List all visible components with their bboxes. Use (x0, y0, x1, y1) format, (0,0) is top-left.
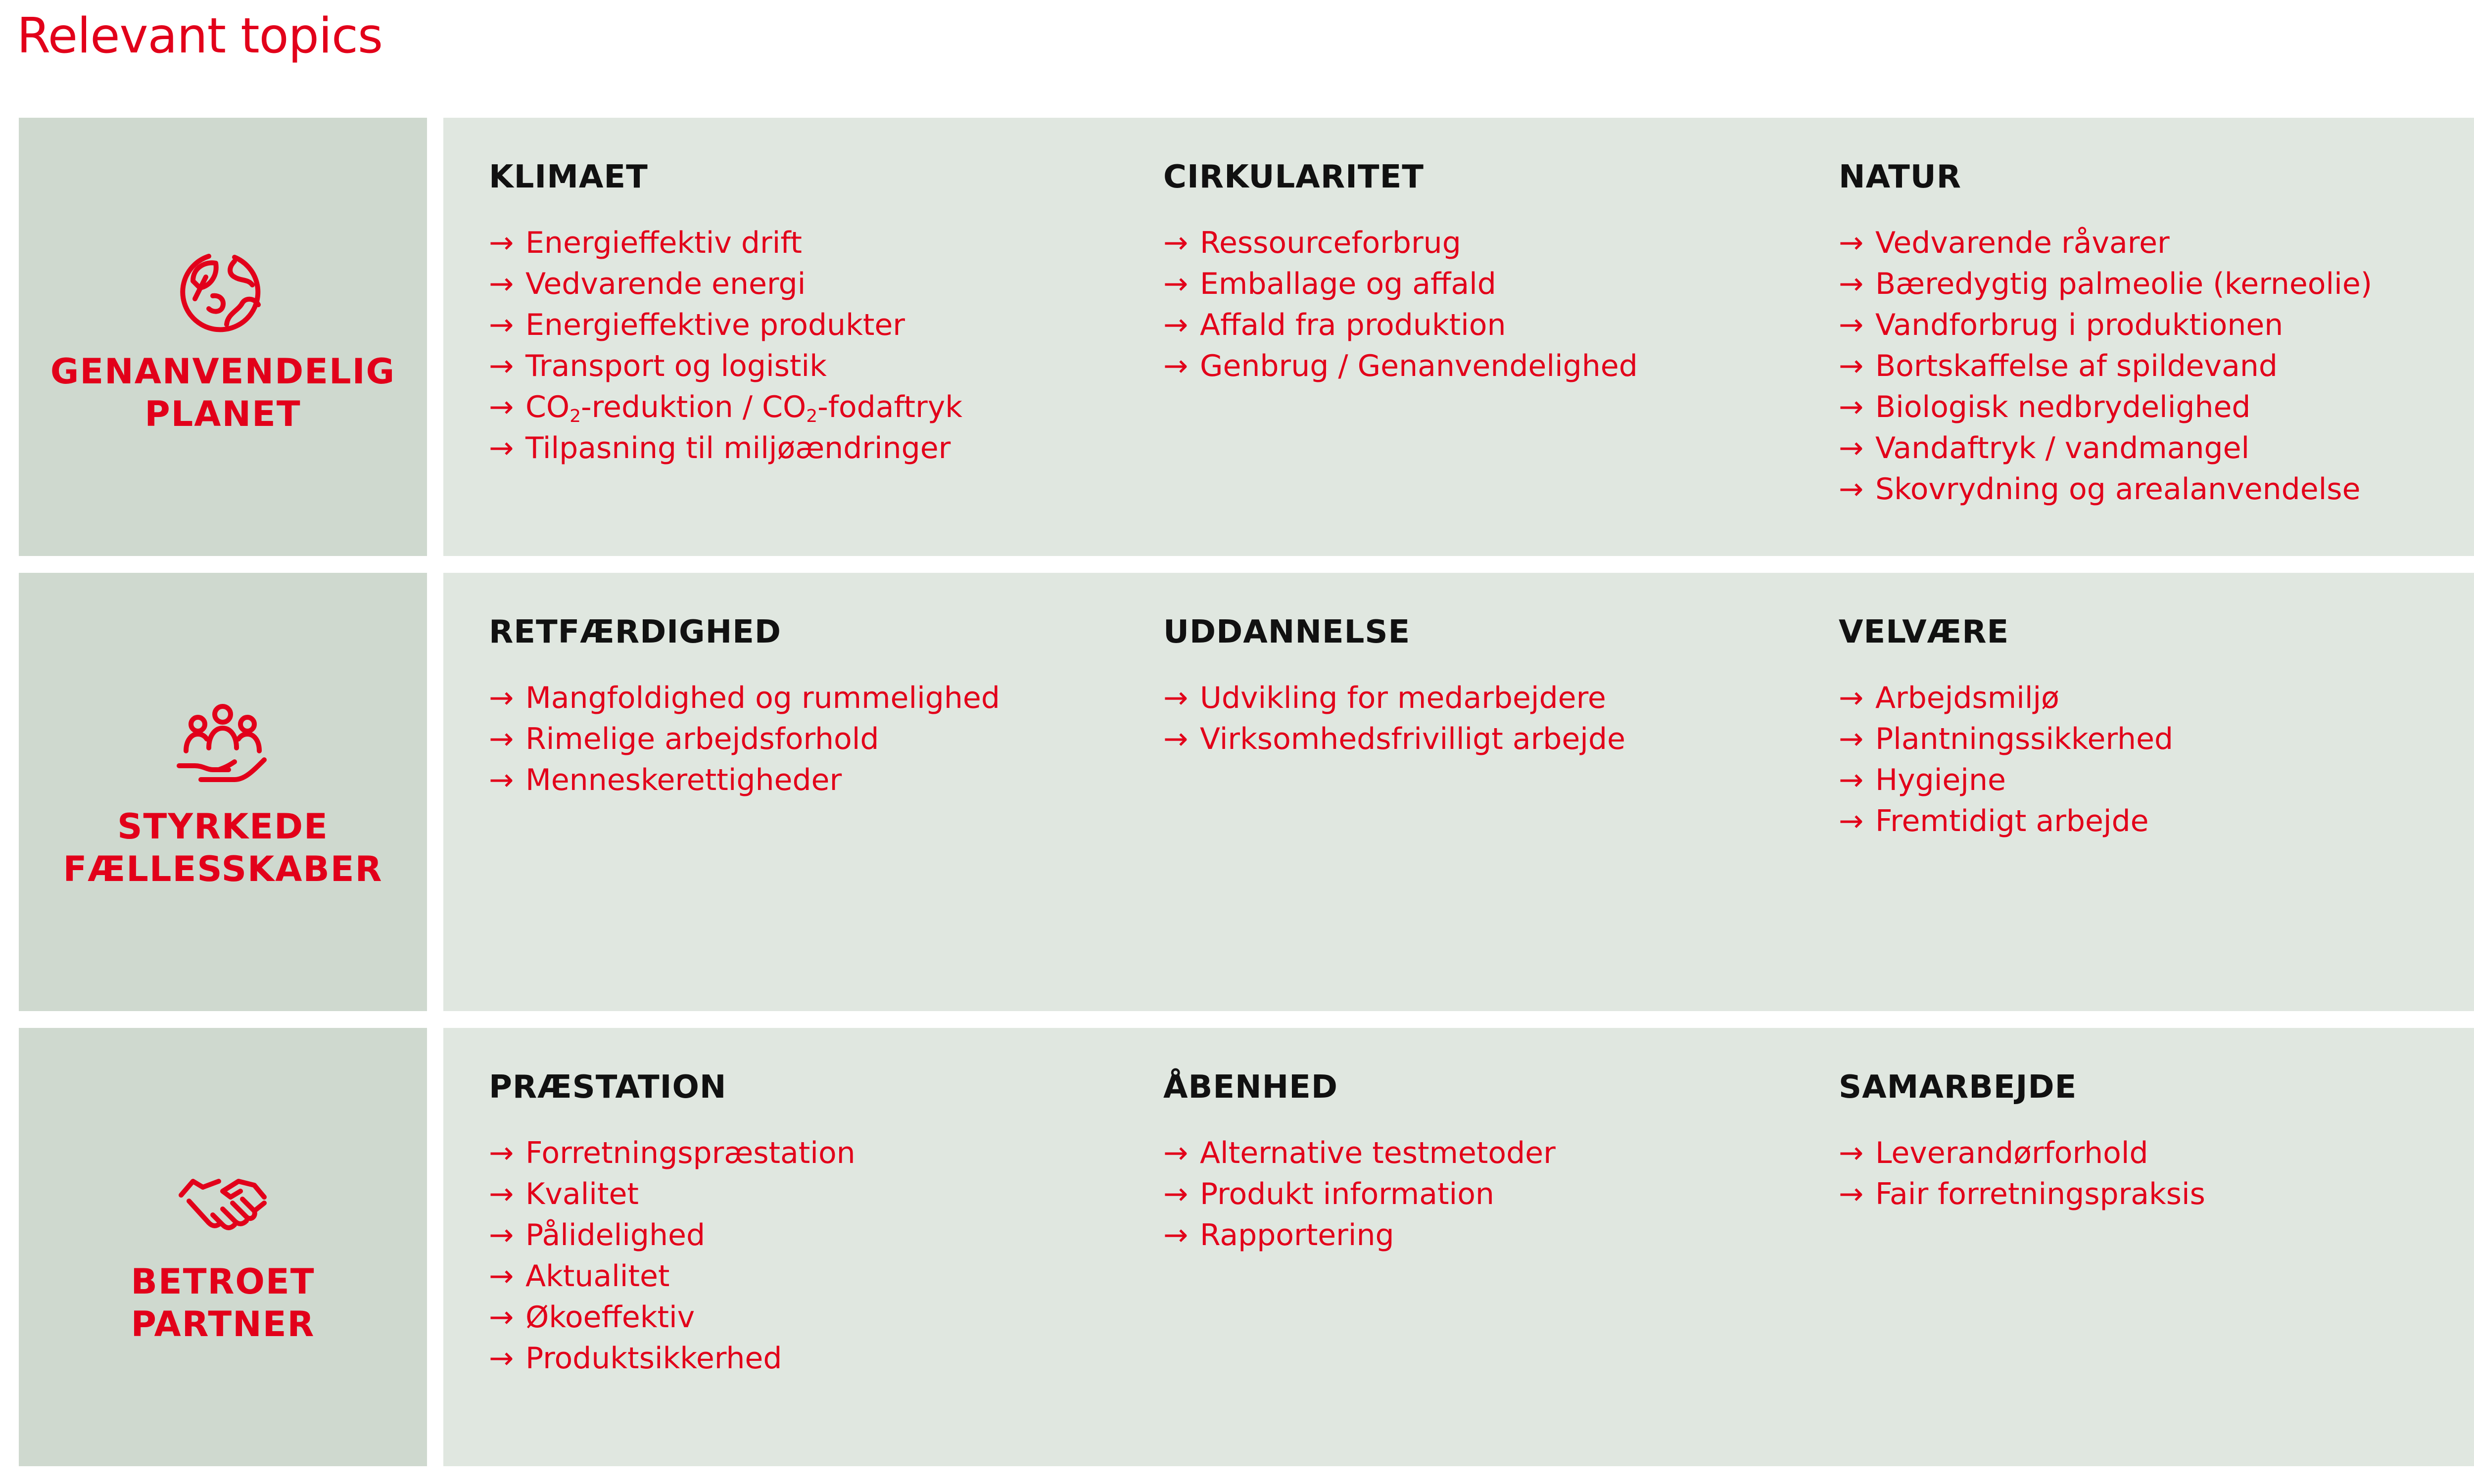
topic-heading: VELVÆRE (1839, 614, 2009, 650)
arrow-right-icon (1163, 1133, 1200, 1174)
pillar-label-line1: STYRKEDE (117, 806, 329, 847)
topic-text: Økoeffektiv (525, 1300, 695, 1335)
topic-list (1163, 1133, 1807, 1256)
arrow-right-icon (1839, 1133, 1875, 1174)
pillar-label-line1: GENANVENDELIG (50, 351, 396, 392)
topic-column-cirkularitet (1163, 157, 1807, 387)
arrow-right-icon (1839, 387, 1875, 428)
topic-item (489, 760, 1132, 801)
topic-list (489, 1133, 1132, 1379)
topic-item (1839, 387, 2474, 428)
pillar-panel (19, 118, 427, 556)
topic-text: Ressourceforbrug (1200, 226, 1461, 260)
topic-text: Udvikling for medarbejdere (1200, 681, 1606, 715)
topic-heading: RETFÆRDIGHED (489, 614, 781, 650)
topic-text: Produkt information (1200, 1177, 1494, 1211)
topic-item (489, 223, 1132, 264)
arrow-right-icon (489, 719, 525, 760)
topic-text: Forretningspræstation (525, 1136, 856, 1170)
arrow-right-icon (1839, 801, 1875, 842)
topic-item (1839, 678, 2474, 719)
topic-text: Vedvarende energi (525, 267, 806, 301)
topic-text: Menneskerettigheder (525, 763, 842, 797)
topic-text: $CO_2$-reduktion / $CO_2$-fodaftryk (525, 390, 962, 426)
topic-column-samarbejde (1839, 1067, 2474, 1215)
topics-panel (443, 1028, 2474, 1466)
topic-item (489, 264, 1132, 305)
topic-item (1163, 264, 1807, 305)
topic-text: Bæredygtig palmeolie (kerneolie) (1875, 267, 2373, 301)
topic-text: Fremtidigt arbejde (1875, 804, 2149, 838)
topic-text: Vandaftryk / vandmangel (1875, 431, 2250, 465)
topic-text: Vedvarende råvarer (1875, 226, 2170, 260)
arrow-right-icon (1163, 678, 1200, 719)
arrow-right-icon (1839, 223, 1875, 264)
topic-item (1839, 346, 2474, 387)
topic-item (489, 346, 1132, 387)
topic-heading: NATUR (1839, 159, 1962, 195)
arrow-right-icon (489, 1297, 525, 1338)
arrow-right-icon (489, 264, 525, 305)
arrow-right-icon (1163, 264, 1200, 305)
topic-text: Arbejdsmiljø (1875, 681, 2059, 715)
topic-item (1163, 223, 1807, 264)
page-title: Relevant topics (17, 8, 382, 64)
arrow-right-icon (489, 1215, 525, 1256)
topic-heading: ÅBENHED (1163, 1069, 1338, 1106)
arrow-right-icon (1839, 760, 1875, 801)
arrow-right-icon (489, 1133, 525, 1174)
topic-item (489, 428, 1132, 469)
topic-item (489, 1133, 1132, 1174)
topic-text: Affald fra produktion (1200, 308, 1506, 342)
topic-item (489, 387, 1132, 428)
arrow-right-icon (1163, 1174, 1200, 1215)
topic-item (1839, 264, 2474, 305)
topic-item (1163, 346, 1807, 387)
topic-heading: KLIMAET (489, 159, 648, 195)
arrow-right-icon (1163, 305, 1200, 346)
topic-list (489, 678, 1132, 801)
topic-text: Mangfoldighed og rummelighed (525, 681, 1000, 715)
arrow-right-icon (1163, 719, 1200, 760)
topic-row-communities (19, 573, 2474, 1011)
pillar-panel (19, 573, 427, 1011)
topic-text: Aktualitet (525, 1259, 670, 1294)
arrow-right-icon (1839, 346, 1875, 387)
topic-item (489, 1297, 1132, 1338)
arrow-right-icon (489, 387, 525, 428)
topic-text: Tilpasning til miljøændringer (525, 431, 951, 465)
topic-text: Alternative testmetoder (1200, 1136, 1556, 1170)
topic-text: Vandforbrug i produktionen (1875, 308, 2284, 342)
arrow-right-icon (489, 346, 525, 387)
arrow-right-icon (1163, 223, 1200, 264)
topic-text: Rapportering (1200, 1218, 1394, 1252)
topic-list (1163, 223, 1807, 387)
arrow-right-icon (489, 760, 525, 801)
pillar-label-line1: BETROET (131, 1261, 315, 1302)
topic-list (1839, 223, 2474, 510)
topic-text: Produktsikkerhed (525, 1341, 782, 1376)
pillar-label-line2: PLANET (144, 394, 301, 434)
topic-column-velvaere (1839, 612, 2474, 842)
arrow-right-icon (489, 223, 525, 264)
handshake-icon (173, 1152, 272, 1251)
globe-leaf-icon (173, 241, 272, 340)
topic-column-natur (1839, 157, 2474, 510)
topic-text: Kvalitet (525, 1177, 639, 1211)
arrow-right-icon (1839, 678, 1875, 719)
topic-item (1839, 1174, 2474, 1215)
topic-list (489, 223, 1132, 469)
topic-text: Genbrug / Genanvendelighed (1200, 349, 1638, 383)
topic-item (1839, 801, 2474, 842)
topic-item (489, 305, 1132, 346)
topic-text: Skovrydning og arealanvendelse (1875, 472, 2361, 507)
topic-item (1839, 428, 2474, 469)
topic-item (1839, 305, 2474, 346)
topic-text: Emballage og affald (1200, 267, 1496, 301)
topic-text: Fair forretningspraksis (1875, 1177, 2205, 1211)
topic-item (1839, 469, 2474, 510)
topic-heading: SAMARBEJDE (1839, 1069, 2077, 1106)
pillar-label (19, 805, 427, 890)
arrow-right-icon (1839, 719, 1875, 760)
topic-item (1839, 1133, 2474, 1174)
topic-text: Energieffektiv drift (525, 226, 802, 260)
topic-item (1163, 1215, 1807, 1256)
topic-column-abenhed (1163, 1067, 1807, 1256)
topic-item (1839, 223, 2474, 264)
topic-column-retfaerdighed (489, 612, 1132, 801)
topic-text: Transport og logistik (525, 349, 827, 383)
arrow-right-icon (489, 1256, 525, 1297)
people-in-hand-icon (173, 696, 272, 795)
topic-item (489, 1338, 1132, 1379)
topic-item (1163, 1174, 1807, 1215)
topic-item (1163, 719, 1807, 760)
topic-heading: UDDANNELSE (1163, 614, 1411, 650)
arrow-right-icon (489, 428, 525, 469)
pillar-label (19, 350, 427, 435)
topic-column-klimaet (489, 157, 1132, 469)
topic-heading: PRÆSTATION (489, 1069, 727, 1106)
topic-heading: CIRKULARITET (1163, 159, 1424, 195)
arrow-right-icon (1163, 1215, 1200, 1256)
topic-column-uddannelse (1163, 612, 1807, 760)
topic-text: Energieffektive produkter (525, 308, 905, 342)
topic-item (489, 719, 1132, 760)
arrow-right-icon (1839, 1174, 1875, 1215)
topic-text: Bortskaffelse af spildevand (1875, 349, 2278, 383)
topic-item (489, 1215, 1132, 1256)
topic-row-partner (19, 1028, 2474, 1466)
pillar-label-line2: FÆLLESSKABER (63, 849, 383, 889)
arrow-right-icon (1163, 346, 1200, 387)
arrow-right-icon (489, 305, 525, 346)
topic-text: Pålidelighed (525, 1218, 706, 1252)
topic-list (1163, 678, 1807, 760)
topic-item (1839, 719, 2474, 760)
topic-item (1163, 678, 1807, 719)
arrow-right-icon (489, 678, 525, 719)
topics-panel (443, 118, 2474, 556)
arrow-right-icon (1839, 469, 1875, 510)
topic-item (489, 678, 1132, 719)
topic-column-praestation (489, 1067, 1132, 1379)
topic-item (489, 1256, 1132, 1297)
pillar-label-line2: PARTNER (131, 1304, 315, 1345)
topic-item (1839, 760, 2474, 801)
arrow-right-icon (489, 1174, 525, 1215)
topic-row-planet (19, 118, 2474, 556)
arrow-right-icon (1839, 305, 1875, 346)
topic-text: Virksomhedsfrivilligt arbejde (1200, 722, 1625, 756)
topic-text: Rimelige arbejdsforhold (525, 722, 879, 756)
topics-panel (443, 573, 2474, 1011)
topic-item (1163, 1133, 1807, 1174)
topic-text: Hygiejne (1875, 763, 2006, 797)
topic-list (1839, 1133, 2474, 1215)
topic-item (489, 1174, 1132, 1215)
arrow-right-icon (1839, 264, 1875, 305)
topic-item (1163, 305, 1807, 346)
pillar-panel (19, 1028, 427, 1466)
topic-text: Biologisk nedbrydelighed (1875, 390, 2251, 424)
pillar-label (19, 1260, 427, 1345)
topic-list (1839, 678, 2474, 842)
topic-text: Plantningssikkerhed (1875, 722, 2174, 756)
arrow-right-icon (489, 1338, 525, 1379)
arrow-right-icon (1839, 428, 1875, 469)
topic-text: Leverandørforhold (1875, 1136, 2148, 1170)
